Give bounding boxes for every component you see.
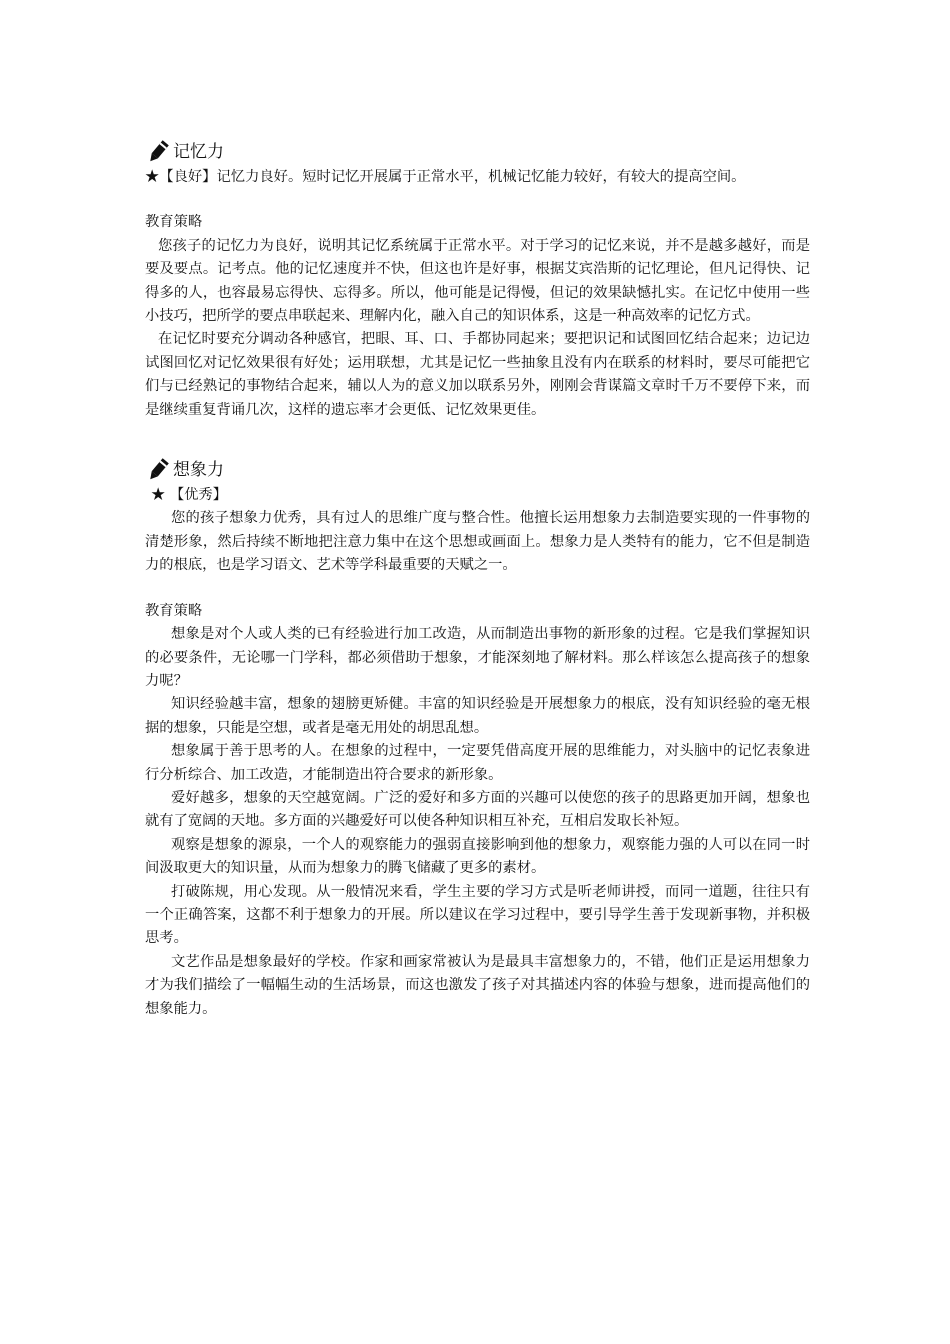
star-icon: ★ bbox=[145, 169, 160, 185]
imagination-paragraph: 爱好越多，想象的天空越宽阔。广泛的爱好和多方面的兴趣可以使您的孩子的思路更加开阔，想象也就有了宽阔的天地。多方面的兴趣爱好可以使各种知识相互补充，互相启发取长补短。 bbox=[145, 789, 810, 830]
imagination-section bbox=[145, 456, 810, 1021]
imagination-rating-text: 【优秀】 bbox=[169, 487, 228, 504]
imagination-intro: 您的孩子想象力优秀，具有过人的思维广度与整合性。他擅长运用想象力去制造要实现的一件事物的清楚形象，然后持续不断地把注意力集中在这个思想或画面上。想象力是人类特有的能力，它不但是制造力的根底，也是学习语文、艺术等学科最重要的天赋之一。 bbox=[145, 510, 810, 574]
memory-title bbox=[145, 138, 810, 166]
pencil-icon bbox=[145, 139, 171, 165]
imagination-paragraph: 想象是对个人或人类的已有经验进行加工改造，从而制造出事物的新形象的过程。它是我们掌握知识的必要条件，无论哪一门学科，都必须借助于想象，才能深刻地了解材料。那么样该怎么提高孩子的想象力呢？ bbox=[145, 626, 810, 689]
imagination-strategy-label: 教育策略 bbox=[145, 602, 203, 619]
memory-strategy-label: 教育策略 bbox=[145, 214, 203, 231]
memory-paragraph: 在记忆时要充分调动各种感官，把眼、耳、口、手都协同起来；要把识记和试图回忆结合起来；边记边试图回忆对记忆效果很有好处；运用联想，尤其是记忆一些抽象且没有内在联系的材料时，要尽可能把它们与已经熟记的事物结合起来，辅以人为的意义加以联系另外，刚刚会背谋篇文章时千万不要停下来，而是继续重复背诵几次，这样的遗忘率才会更低、记忆效果更佳。 bbox=[145, 331, 810, 418]
imagination-title bbox=[145, 456, 810, 484]
memory-paragraph: 您孩子的记忆力为良好，说明其记忆系统属于正常水平。对于学习的记忆来说，并不是越多越好，而是要及要点。记考点。他的记忆速度并不快，但这也许是好事，根据艾宾浩斯的记忆理论，但凡记得快、记得多的人，也容最易忘得快、忘得多。所以，他可能是记得慢，但记的效果缺憾扎实。在记忆中使用一些小技巧，把所学的要点串联起来、理解内化，融入自己的知识体系，这是一种高效率的记忆方式。 bbox=[145, 237, 810, 325]
star-icon: ★ bbox=[151, 487, 166, 504]
memory-rating bbox=[145, 166, 810, 189]
imagination-paragraph: 观察是想象的源泉，一个人的观察能力的强弱直接影响到他的想象力，观察能力强的人可以在同一时间汲取更大的知识量，从而为想象力的腾飞储藏了更多的素材。 bbox=[145, 836, 810, 877]
memory-rating-text: 【良好】记忆力良好。短时记忆开展属于正常水平，机械记忆能力较好，有较大的提高空间。 bbox=[159, 169, 746, 185]
memory-title-text: 记忆力 bbox=[173, 142, 224, 162]
document-page bbox=[145, 138, 810, 1021]
imagination-title-text: 想象力 bbox=[173, 460, 224, 481]
pencil-icon bbox=[145, 457, 171, 483]
imagination-paragraph: 文艺作品是想象最好的学校。作家和画家常被认为是最具丰富想象力的，不错，他们正是运用想象力才为我们描绘了一幅幅生动的生活场景，而这也激发了孩子对其描述内容的体验与想象，进而提高他们的想象能力。 bbox=[145, 953, 810, 1017]
imagination-paragraph: 知识经验越丰富，想象的翅膀更矫健。丰富的知识经验是开展想象力的根底，没有知识经验的毫无根据的想象，只能是空想，或者是毫无用处的胡思乱想。 bbox=[145, 696, 810, 736]
imagination-rating bbox=[145, 484, 810, 507]
imagination-paragraph: 打破陈规，用心发现。从一般情况来看，学生主要的学习方式是听老师讲授，而同一道题，往往只有一个正确答案，这都不利于想象力的开展。所以建议在学习过程中，要引导学生善于发现新事物，并积极思考。 bbox=[145, 883, 810, 947]
imagination-paragraph: 想象属于善于思考的人。在想象的过程中，一定要凭借高度开展的思维能力，对头脑中的记忆表象进行分析综合、加工改造，才能制造出符合要求的新形象。 bbox=[145, 743, 810, 783]
memory-section bbox=[145, 138, 810, 422]
